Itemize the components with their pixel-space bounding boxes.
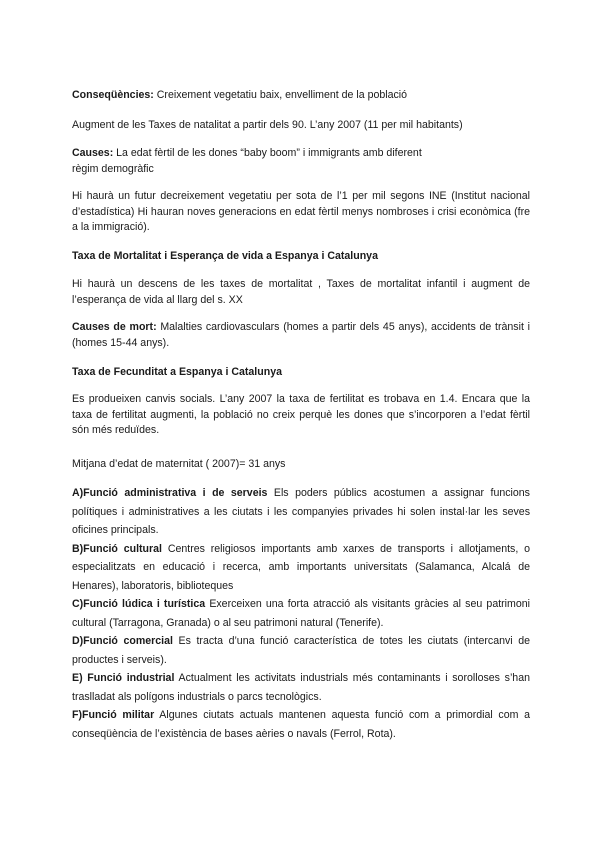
funcio-text-administrativa: Els poders públics acostumen a assignar funcions polítiques i administratives a les ciutats i les companyies privades hi solen instal·lar les seves oficines principals.	[72, 487, 530, 536]
mortalitat-heading: Taxa de Mortalitat i Esperança de vida a Espanya i Catalunya	[72, 250, 378, 262]
funcio-item-administrativa	[72, 484, 530, 540]
causes-label: Causes:	[72, 147, 114, 159]
funcio-item-comercial	[72, 632, 530, 669]
causes-text: La edat fèrtil de les dones “baby boom” i immigrants amb diferent	[113, 147, 422, 159]
funcio-label-militar: F)Funció militar	[72, 709, 155, 721]
funcio-label-comercial: D)Funció comercial	[72, 635, 173, 647]
funcio-label-ludica: C)Funció lúdica i turística	[72, 598, 206, 610]
futur-text: Hi haurà un futur decreixement vegetatiu per sota de l’1 per mil segons INE (Institut nacional d’estadística) Hi hauran noves generacions en edat fèrtil menys nombroses i crisi econòmica (fre a la immigració).	[72, 190, 530, 233]
funcio-text-industrial: Actualment les activitats industrials més contaminants i sorolloses s’han traslladat als polígons industrials o parcs tecnològics.	[72, 672, 530, 703]
maternitat-text: Mitjana d’edat de maternitat ( 2007)= 31 anys	[72, 458, 286, 470]
causes-mort-text: Malalties cardiovasculars (homes a partir dels 45 anys), accidents de trànsit i (homes 15-44 anys).	[72, 321, 530, 349]
funcio-text-cultural: Centres religiosos importants amb xarxes de transports i allotjaments, o especialitzats en educació i recerca, amb importants universitats (Salamanca, Alcalá de Henares), laboratoris, biblioteques	[72, 542, 530, 592]
funcio-item-ludica	[72, 595, 530, 632]
causes-mort-paragraph	[72, 320, 530, 351]
funcio-item-cultural	[72, 540, 530, 596]
mortalitat-text: Hi haurà un descens de les taxes de mortalitat , Taxes de mortalitat infantil i augment de l’esperança de vida al llarg del s. XX	[72, 278, 530, 306]
funcio-text-militar: Algunes ciutats actuals mantenen aquesta funció com a primordial com a conseqüència de l’existència de bases aèries o navals (Ferrol, Rota).	[72, 709, 531, 740]
consequencies-paragraph	[72, 88, 530, 104]
augment-text: Augment de les Taxes de natalitat a partir dels 90. L’any 2007 (11 per mil habitants)	[72, 119, 463, 131]
funcio-label-industrial: E) Funció industrial	[72, 672, 175, 684]
augment-paragraph	[72, 118, 530, 134]
funcions-list	[72, 484, 530, 743]
fecunditat-heading: Taxa de Fecunditat a Espanya i Catalunya	[72, 366, 282, 378]
funcio-text-ludica: Exerceixen una forta atracció als visitants gràcies al seu patrimoni cultural (Tarragona, Granada) o al seu patrimoni natural (Tenerife).	[72, 598, 530, 629]
fecunditat-paragraph	[72, 392, 530, 439]
causes-text-line2: règim demogràfic	[72, 162, 154, 175]
fecunditat-text: Es produeixen canvis socials. L’any 2007 la taxa de fertilitat es trobava en 1.4. Encara que la taxa de fertilitat augmenti, la població no creix perquè les dones que s’incorporen a l’edat fèrtil són més reduïdes.	[72, 393, 530, 436]
funcio-label-administrativa: A)Funció administrativa i de serveis	[72, 487, 268, 499]
causes-paragraph	[72, 146, 530, 177]
funcio-item-industrial	[72, 669, 530, 706]
consequencies-text: Creixement vegetatiu baix, envelliment de la població	[153, 89, 408, 101]
funcio-label-cultural: B)Funció cultural	[72, 542, 162, 555]
consequencies-label: Conseqüències:	[72, 89, 154, 101]
funcio-item-militar	[72, 706, 530, 743]
causes-mort-label: Causes de mort:	[72, 321, 157, 333]
futur-paragraph	[72, 189, 530, 236]
mortalitat-paragraph	[72, 277, 530, 308]
maternitat-paragraph	[72, 457, 530, 473]
funcio-text-comercial: Es tracta d’una funció característica de totes les ciutats (intercanvi de productes i serveis).	[72, 635, 530, 666]
